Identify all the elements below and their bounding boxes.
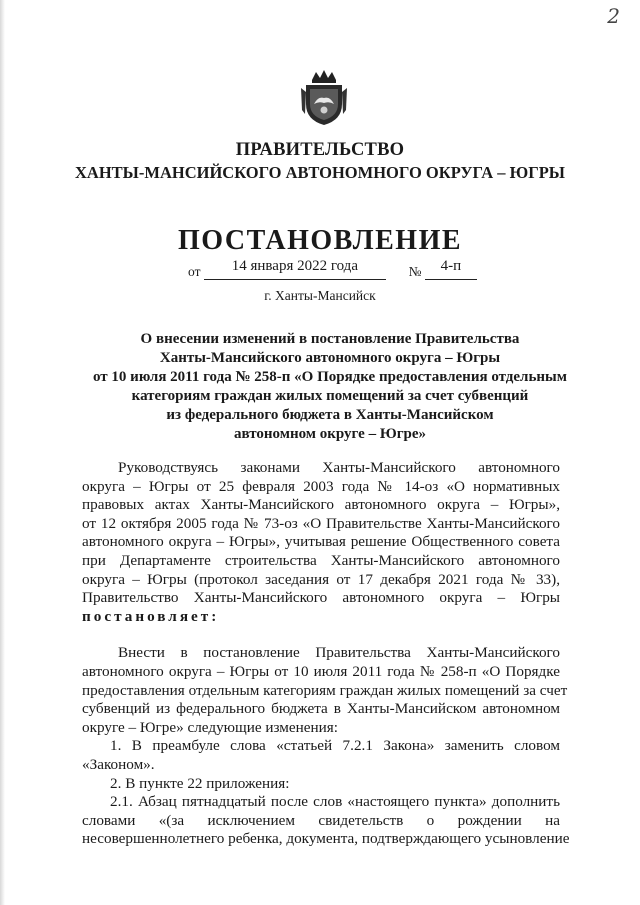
main-line: субвенций из федерального бюджета в Ханты-Мансийском автономном [82, 700, 560, 718]
heading-line: Ханты-Мансийского автономного округа – Югры [159, 350, 501, 366]
preamble-line: округа – Югры (протокол заседания от 17 декабря 2021 года № 33), [82, 570, 560, 588]
paragraph-gap [82, 626, 560, 644]
preamble-line: Руководствуясь законами Ханты-Мансийского автономного [118, 459, 560, 476]
heading-line: от 10 июля 2011 года № 258-п «О Порядке предоставления отдельным [93, 369, 567, 385]
preamble-line: правовых актах Ханты-Мансийского автономного округа – Югры», [82, 496, 560, 514]
number-prefix: № [408, 264, 422, 279]
city: г. Ханты-Мансийск [264, 288, 376, 303]
item-1-line: «Законом». [82, 755, 155, 773]
main-line: округе – Югре» следующие изменения: [82, 718, 338, 736]
preamble-line: при Департаменте строительства Ханты-Мансийского автономного [82, 551, 560, 569]
coat-of-arms-icon [300, 70, 348, 126]
date-number-line [188, 258, 477, 280]
page-number: 2 [607, 4, 620, 28]
preamble-line: от 12 октября 2005 года № 73-оз «О Правительстве Ханты-Мансийского [82, 514, 560, 532]
preamble-line: автономного округа – Югры», учитывая решение Общественного совета [82, 533, 560, 551]
main-line: автономного округа – Югры от 10 июля 2011 года № 258-п «О Порядке [82, 662, 560, 680]
document-type: ПОСТАНОВЛЕНИЕ [177, 225, 463, 256]
main-line: Внести в постановление Правительства Ханты-Мансийского [118, 644, 560, 662]
document-body [82, 459, 570, 849]
preamble-line: округа – Югры от 25 февраля 2003 года № 14-оз «О нормативных [82, 477, 560, 495]
item-2-1-line: словами «(за исключением свидетельств о рождении на [82, 811, 560, 829]
document-date: 14 января 2022 года [231, 258, 358, 274]
date-prefix: от [188, 264, 201, 279]
document-heading [80, 330, 580, 444]
government-title: ПРАВИТЕЛЬСТВО [235, 140, 405, 160]
page-edge-shadow [0, 0, 5, 905]
item-2-1-line: несовершеннолетнего ребенка, документа, подтверждающего усыновление [82, 830, 570, 848]
document-number: 4-п [440, 258, 462, 274]
item-2-1-line: 2.1. Абзац пятнадцатый после слов «настоящего пункта» дополнить [110, 793, 560, 811]
item-2-line: 2. В пункте 22 приложения: [110, 774, 290, 792]
heading-line: О внесении изменений в постановление Правительства [140, 331, 520, 347]
resolves-line [82, 608, 560, 627]
item-1-line: 1. В преамбуле слова «статьей 7.2.1 Закона» заменить словом [110, 737, 560, 755]
date-field [204, 258, 386, 280]
region-title: ХАНТЫ-МАНСИЙСКОГО АВТОНОМНОГО ОКРУГА – ЮГРЫ [75, 163, 565, 182]
heading-line: из федерального бюджета в Ханты-Мансийском [166, 407, 494, 423]
number-field [425, 258, 477, 280]
preamble-line: Правительство Ханты-Мансийского автономного округа – Югры [82, 589, 560, 607]
heading-line: автономном округе – Югре» [233, 426, 427, 442]
main-line: предоставления отдельным категориям граждан жилых помещений за счет [82, 681, 568, 699]
resolves-word: постановляет: [82, 607, 220, 625]
heading-line: категориям граждан жилых помещений за счет субвенций [131, 388, 529, 404]
